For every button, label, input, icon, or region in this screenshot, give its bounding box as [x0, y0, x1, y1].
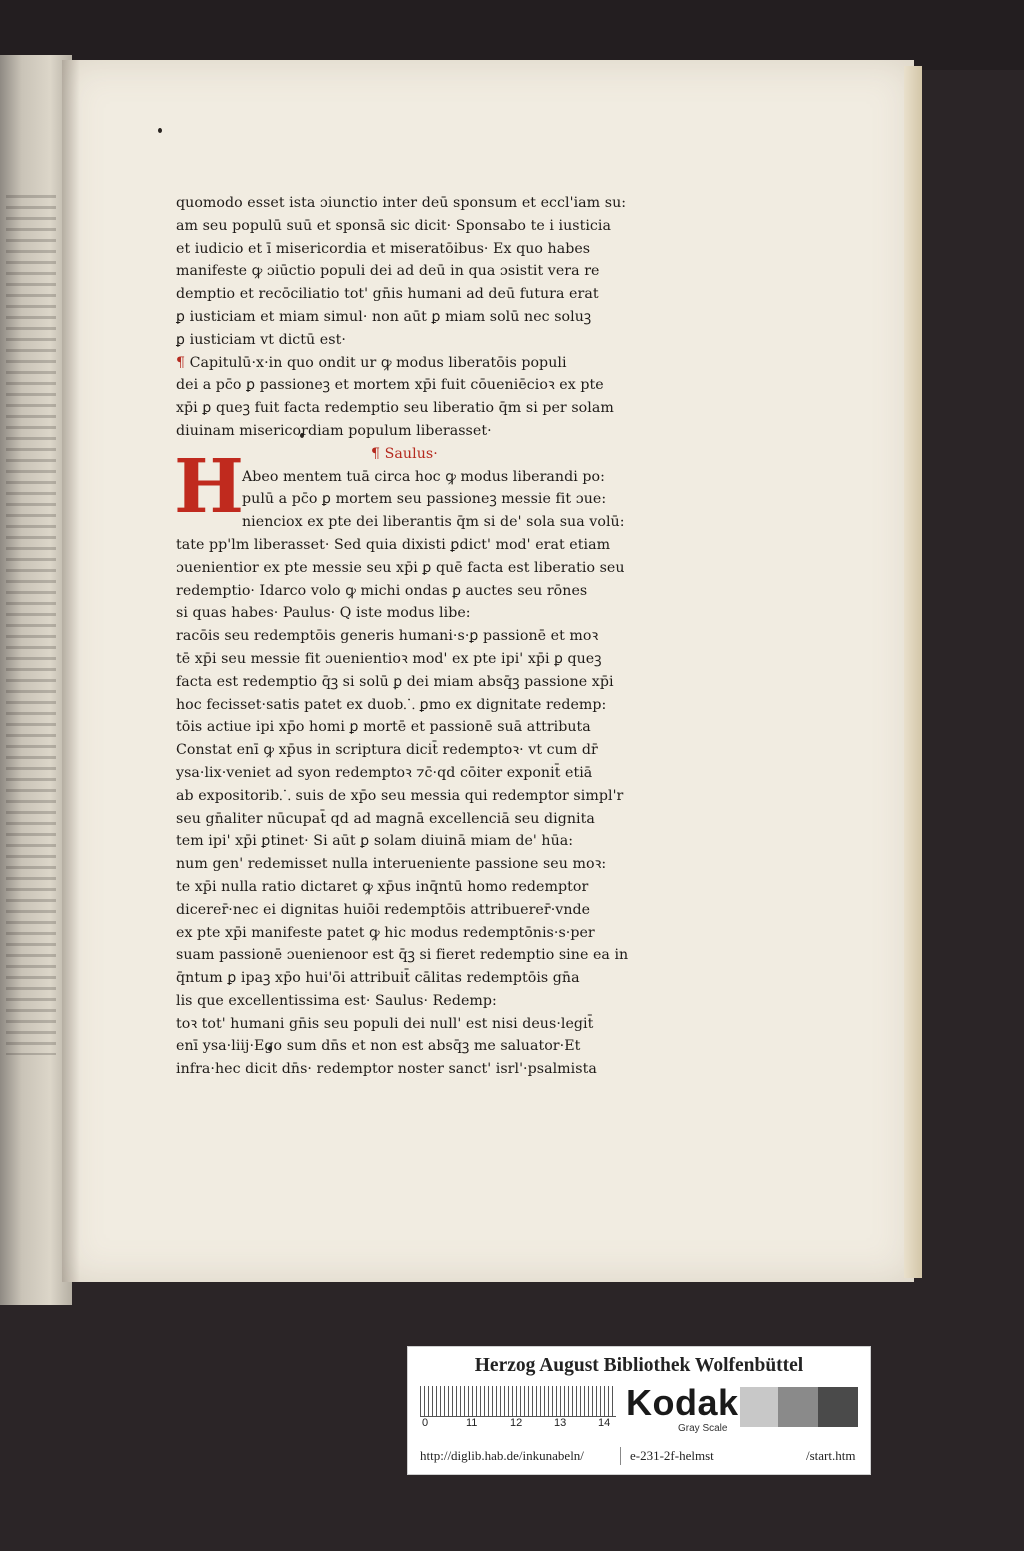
- text-line: facta est redemptio q̄ꝫ si solū ꝑ dei miam absq̄ꝫ passione xp̄i: [176, 673, 614, 690]
- text-line: suam passionē ɔuenienoor est q̄ꝫ si fieret redemptio sine ea in: [176, 947, 629, 964]
- ruler-label: 13: [554, 1417, 567, 1429]
- ruler-labels: [420, 1417, 620, 1431]
- text-line: redemptio· Idarco volo ꝙ michi ondas ꝑ auctes seu rōnes: [176, 582, 588, 599]
- text-line: hoc fecisset·satis patet ex duob⸫ ꝑmo ex dignitate redemp:: [176, 696, 607, 713]
- text-line: xp̄i ꝑ queꝫ fuit facta redemptio seu liberatio q̄m si per solam: [176, 400, 614, 417]
- text-line: ab expositorib⸫ suis de xp̄o seu messia qui redemptor simpl'r: [176, 787, 624, 804]
- text-line: num gen' redemisset nulla interueniente passione seu moꝛ:: [176, 856, 607, 873]
- text-line: si quas habes· Paulus· Q iste modus libe:: [176, 605, 471, 622]
- card-footer: [408, 1443, 870, 1469]
- page-file: /start.htm: [806, 1448, 856, 1463]
- gray-scale-label: Gray Scale: [678, 1423, 728, 1434]
- ruler-label: 14: [598, 1417, 611, 1429]
- digital-library-url: http://diglib.hab.de/inkunabeln/: [420, 1448, 584, 1463]
- text-line: quomodo esset ista ɔiunctio inter deū sponsum et eccl'iam su:: [176, 195, 627, 211]
- text-line: manifeste ꝙ ɔiūctio populi dei ad deū in qua ɔsistit vera re: [176, 263, 600, 280]
- page-fore-edge: [904, 66, 922, 1278]
- text-line: diuinam misericordiam populum liberasset·: [176, 422, 492, 439]
- text-line: pulū a pc̄o ꝑ mortem seu passioneꝫ messie fit ɔue:: [242, 491, 607, 508]
- text-line: te xp̄i nulla ratio dictaret ꝙ xp̄us inq̄ntū homo redemptor: [176, 878, 589, 895]
- gray-swatch: [778, 1387, 818, 1427]
- text-line: tōis actiue ipi xp̄o homi ꝑ mortē et passionē suā attributa: [176, 719, 591, 736]
- text-line: Constat enī ꝙ xp̄us in scriptura dicit̄ redemptoꝛ· vt cum dr̄: [176, 742, 598, 759]
- ruler-label: 0: [422, 1417, 429, 1429]
- text-line: ysa·lix·veniet ad syon redemptoꝛ ⁊c̄·qd cōiter exponit̄ etiā: [176, 764, 593, 781]
- ruler-label: 11: [466, 1417, 478, 1429]
- facing-page-text: [6, 195, 56, 1055]
- gray-swatch: [740, 1387, 778, 1427]
- text-line: seu gn̄aliter nūcupat̄ qd ad magnā excellenciā seu dignita: [176, 810, 595, 827]
- text-line: q̄ntum ꝑ ipaꝫ xp̄o hui'ōi attribuit̄ cālitas redemptōis gn̄a: [176, 970, 580, 987]
- ruler-scale: [420, 1386, 616, 1417]
- text-line: tē xp̄i seu messie fit ɔuenientioꝛ mod' ex pte ipi' xp̄i ꝑ queꝫ: [176, 650, 602, 667]
- speaker-heading: ¶ Saulus·: [371, 445, 438, 462]
- ruler-label: 12: [510, 1417, 523, 1429]
- text-line: tem ipi' xp̄i ꝑtinet· Si aūt ꝑ solam diuinā miam de' hūa:: [176, 833, 574, 850]
- text-line: nienciox ex pte dei liberantis q̄m si de' sola sua volū:: [242, 514, 625, 531]
- paragraph-mark: ¶: [176, 354, 190, 371]
- shelfmark: e-231-2f-helmst: [630, 1448, 714, 1463]
- text-line: demptio et recōciliatio tot' gn̄is humani ad deū futura erat: [176, 286, 599, 303]
- text-line: dei a pc̄o ꝑ passioneꝫ et mortem xp̄i fuit cōueniēcioꝛ ex pte: [176, 377, 604, 394]
- text-line: lis que excellentissima est· Saulus· Redemp:: [176, 992, 497, 1009]
- library-title: Herzog August Bibliothek Wolfenbüttel: [474, 1355, 804, 1376]
- dropcap-initial: H: [174, 444, 244, 530]
- ink-speck: [158, 128, 162, 133]
- text-line: toꝛ tot' humani gn̄is seu populi dei null' est nisi deus·legit̄: [176, 1015, 594, 1032]
- text-line: am seu populū suū et sponsā sic dicit· Sponsabo te i iusticia: [176, 217, 612, 234]
- text-line: ꝑ iusticiam vt dictū est·: [176, 331, 346, 348]
- chapter-heading: ¶ Capitulū·x·in quo ondit ur ꝙ modus liberatōis populi: [176, 354, 567, 371]
- text-line: enī ysa·liij·Ego sum dn̄s et non est absq̄ꝫ me saluator·Et: [176, 1038, 581, 1055]
- calibration-card: [407, 1346, 871, 1475]
- text-line: infra·hec dicit dn̄s· redemptor noster sanct' isrl'·psalmista: [176, 1061, 597, 1078]
- text-line: ꝑ iusticiam et miam simul· non aūt ꝑ miam solū nec soluꝫ: [176, 308, 592, 325]
- text-line: racōis seu redemptōis generis humani·s·ꝑ passionē et moꝛ: [176, 628, 599, 645]
- text-line: ex pte xp̄i manifeste patet ꝙ hic modus redemptōnis·s·per: [176, 924, 595, 941]
- text-line: tate pp'lm liberasset· Sed quia dixisti ꝑdict' mod' erat etiam: [176, 536, 611, 553]
- footer-divider: [620, 1447, 621, 1465]
- gutter-shadow: [62, 60, 80, 1282]
- text-block: [176, 192, 676, 1081]
- text-line: ɔuenientior ex pte messie seu xp̄i ꝑ quē facta est liberatio seu: [176, 559, 625, 576]
- text-line: Abeo mentem tuā circa hoc ꝙ modus liberandi po:: [242, 468, 605, 485]
- kodak-logo: Kodak: [626, 1382, 739, 1423]
- text-line: dicerer̄·nec ei dignitas huiōi redemptōis attribuerer̄·vnde: [176, 901, 591, 918]
- text-line: et iudicio et ī misericordia et miseratōibus· Ex quo habes: [176, 240, 591, 257]
- gray-swatch: [818, 1387, 858, 1427]
